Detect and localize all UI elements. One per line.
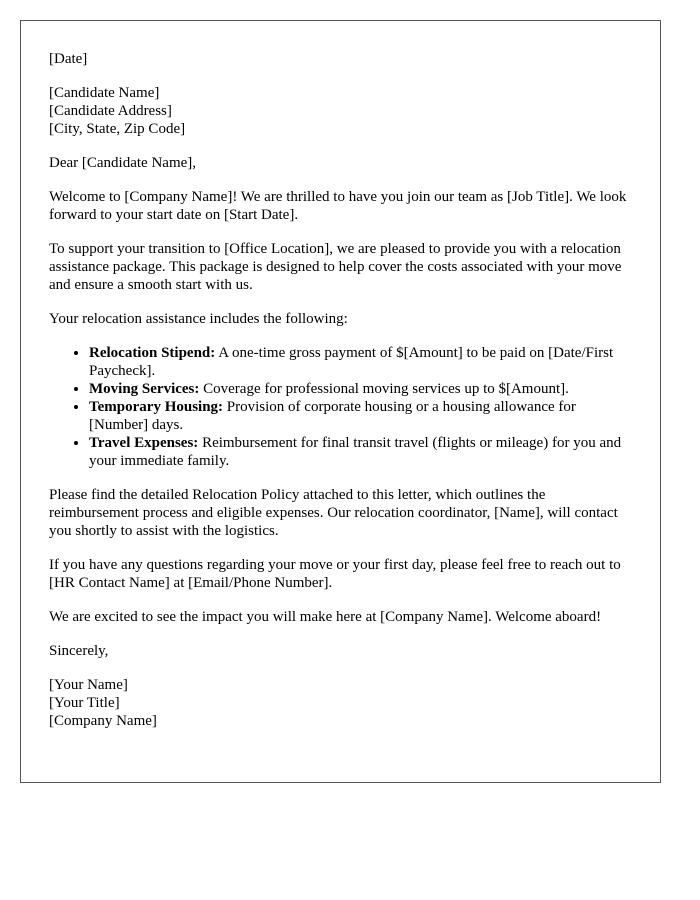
salutation: Dear [Candidate Name], (49, 155, 197, 171)
signature-company: [Company Name] (49, 713, 157, 729)
list-item (89, 398, 632, 434)
recipient-name: [Candidate Name] (49, 85, 160, 101)
list-item-text: Coverage for professional moving services up to $[Amount]. (199, 381, 569, 397)
list-item-label: Moving Services: (89, 381, 200, 397)
list-item-text: Provision of corporate housing or a housing allowance for [Number] days. (89, 399, 576, 433)
signature-name: [Your Name] (49, 677, 128, 693)
paragraph-policy: Please find the detailed Relocation Policy attached to this letter, which outlines the reimbursement process and eligible expenses. Our relocation coordinator, [Name], will contact you shortly to assist with the logistics. (49, 487, 618, 539)
list-item-text: Reimbursement for final transit travel (flights or mileage) for you and your immediate family. (89, 435, 622, 469)
paragraph-includes: Your relocation assistance includes the following: (49, 311, 348, 327)
recipient-address: [Candidate Address] (49, 103, 172, 119)
list-item-label: Relocation Stipend: (89, 345, 216, 361)
signature-title: [Your Title] (49, 695, 120, 711)
recipient-city-state-zip: [City, State, Zip Code] (49, 121, 186, 137)
paragraph-support: To support your transition to [Office Location], we are pleased to provide you with a relocation assistance package. This package is designed to help cover the costs associated with your move and ensure a smooth start with us. (49, 241, 622, 293)
paragraph-closing: We are excited to see the impact you will make here at [Company Name]. Welcome aboard! (49, 609, 602, 625)
paragraph-questions: If you have any questions regarding your move or your first day, please feel free to reach out to [HR Contact Name] at [Email/Phone Number]. (49, 557, 621, 591)
list-item (89, 434, 632, 470)
list-item-label: Temporary Housing: (89, 399, 224, 415)
signature-block (49, 676, 632, 730)
list-item (89, 344, 632, 380)
list-item-label: Travel Expenses: (89, 435, 199, 451)
relocation-assistance-list (49, 344, 632, 470)
letter-document (20, 20, 661, 783)
letter-date: [Date] (49, 51, 88, 67)
recipient-address-block (49, 84, 632, 138)
list-item (89, 380, 632, 398)
paragraph-welcome: Welcome to [Company Name]! We are thrilled to have you join our team as [Job Title]. We look forward to your start date on [Start Date]. (49, 189, 627, 223)
signoff: Sincerely, (49, 643, 109, 659)
list-item-text: A one-time gross payment of $[Amount] to be paid on [Date/First Paycheck]. (89, 345, 614, 379)
